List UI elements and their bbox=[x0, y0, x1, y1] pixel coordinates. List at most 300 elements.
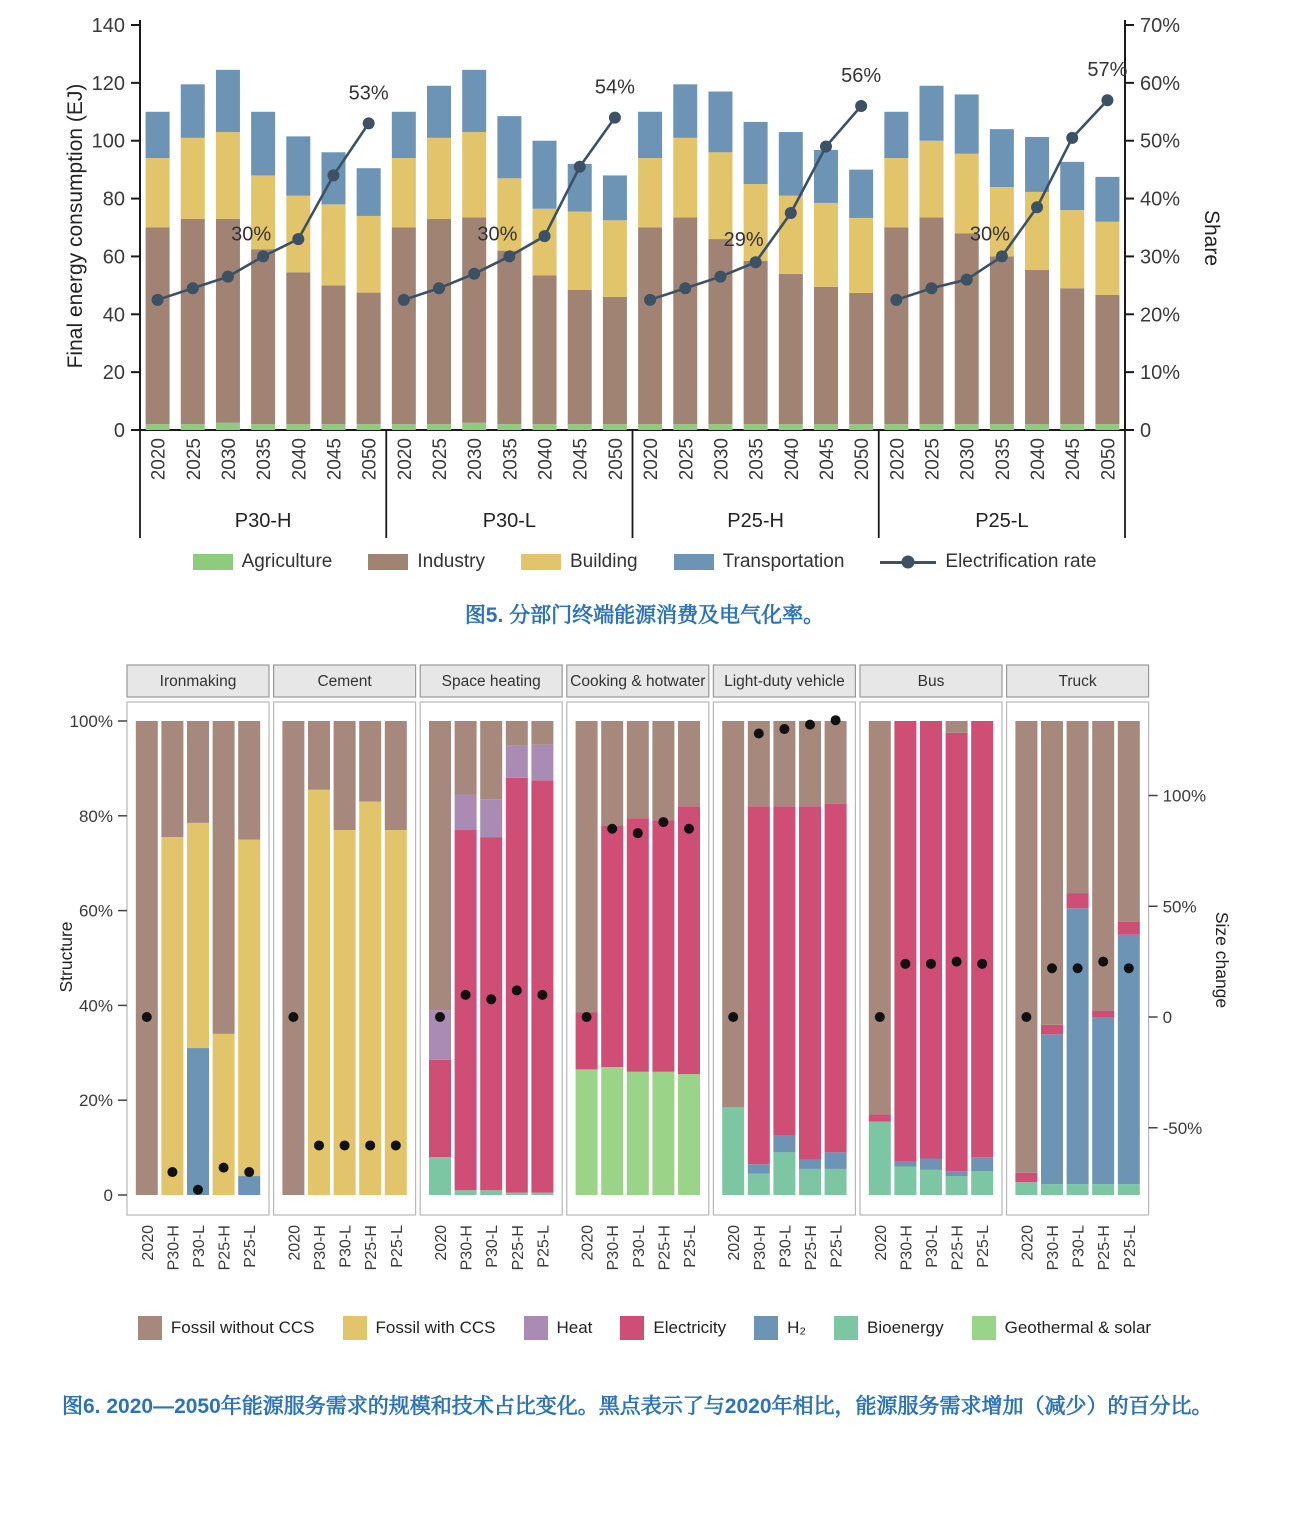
y-axis-title-right: Share bbox=[1200, 209, 1223, 267]
bar-segment-bioenergy bbox=[799, 1169, 821, 1195]
bar-segment-building bbox=[673, 138, 697, 218]
x-tick-label: 2020 bbox=[872, 1225, 890, 1261]
x-tick-label: P30-H bbox=[165, 1225, 183, 1271]
bar-segment-geothermal bbox=[576, 1069, 598, 1195]
electrification-rate-point bbox=[1066, 132, 1078, 144]
bar-segment-agriculture bbox=[357, 424, 381, 430]
x-tick-label: 2020 bbox=[579, 1225, 597, 1261]
bar-segment-industry bbox=[814, 287, 838, 424]
y-axis-title-right: Size change bbox=[1212, 911, 1232, 1009]
electrification-rate-point bbox=[152, 294, 164, 306]
figure6-caption: 图6. 2020—2050年能源服务需求的规模和技术占比变化。黑点表示了与2020年相比，能源服务需求增加（减少）的百分比。 bbox=[62, 1395, 1213, 1418]
legend-swatch-icon bbox=[368, 554, 408, 570]
bar-segment-heat bbox=[531, 745, 553, 781]
legend-item-fossil_no bbox=[138, 1316, 315, 1340]
electrification-rate-point bbox=[1031, 201, 1043, 213]
right-tick-label: 0 bbox=[1140, 420, 1152, 442]
bar-segment-fossil_ccs bbox=[161, 837, 183, 1195]
right-tick-label: 50% bbox=[1140, 130, 1181, 153]
bar-segment-fossil_ccs bbox=[359, 802, 381, 1195]
bar-segment-fossil_no bbox=[1092, 721, 1114, 1011]
bar-segment-fossil_no bbox=[722, 721, 744, 1107]
bar-segment-fossil_ccs bbox=[385, 830, 407, 1195]
rate-annotation: 29% bbox=[723, 229, 764, 252]
year-tick-label: 2040 bbox=[1028, 438, 1050, 481]
bar-segment-bioenergy bbox=[506, 1193, 528, 1195]
legend-line-marker-icon bbox=[880, 561, 936, 564]
bar-segment-transportation bbox=[497, 116, 521, 178]
legend-label: H₂ bbox=[787, 1318, 807, 1337]
right-tick-label: 10% bbox=[1140, 362, 1181, 385]
bar-segment-industry bbox=[181, 219, 205, 424]
legend-label: Building bbox=[569, 551, 638, 572]
electrification-rate-point bbox=[257, 250, 269, 262]
x-tick-label: P25-L bbox=[682, 1225, 699, 1268]
bar-segment-h2 bbox=[825, 1152, 847, 1169]
bar-segment-transportation bbox=[603, 175, 627, 220]
scenario-group-label: P30-L bbox=[482, 510, 537, 532]
size-change-dot bbox=[607, 824, 617, 834]
bar-segment-agriculture bbox=[462, 423, 486, 430]
bar-segment-transportation bbox=[955, 94, 979, 153]
bar-segment-agriculture bbox=[286, 424, 310, 430]
bar-segment-electricity bbox=[1118, 922, 1140, 935]
size-change-dot bbox=[1073, 963, 1083, 973]
energy-service-structure-chart bbox=[0, 657, 1289, 1309]
bar-segment-electricity bbox=[506, 778, 528, 1193]
year-tick-label: 2030 bbox=[218, 438, 240, 481]
bar-segment-electricity bbox=[748, 806, 770, 1164]
year-tick-label: 2040 bbox=[781, 438, 803, 481]
bar-segment-transportation bbox=[286, 136, 310, 195]
bar-segment-electricity bbox=[627, 818, 649, 1072]
electrification-rate-point bbox=[996, 250, 1008, 262]
bar-segment-bioenergy bbox=[773, 1152, 795, 1195]
bar-segment-electricity bbox=[971, 721, 993, 1157]
bar-segment-bioenergy bbox=[455, 1190, 477, 1195]
size-change-dot bbox=[1047, 963, 1057, 973]
year-tick-label: 2020 bbox=[887, 438, 909, 481]
bar-segment-industry bbox=[497, 251, 521, 425]
bar-segment-agriculture bbox=[392, 424, 416, 430]
year-tick-label: 2020 bbox=[394, 438, 416, 481]
bar-segment-geothermal bbox=[601, 1067, 623, 1195]
bar-segment-fossil_no bbox=[678, 721, 700, 806]
legend-swatch-icon bbox=[834, 1316, 858, 1340]
bar-segment-bioenergy bbox=[920, 1170, 942, 1195]
size-change-dot bbox=[952, 957, 962, 967]
bar-segment-agriculture bbox=[1060, 424, 1084, 430]
x-tick-label: P25-H bbox=[216, 1225, 234, 1271]
bar-segment-building bbox=[920, 141, 944, 218]
size-change-dot bbox=[340, 1140, 350, 1150]
bar-segment-transportation bbox=[708, 92, 732, 153]
bar-segment-fossil_ccs bbox=[334, 830, 356, 1195]
bar-segment-bioenergy bbox=[869, 1122, 891, 1195]
electrification-rate-point bbox=[398, 294, 410, 306]
left-tick-label: 100 bbox=[91, 130, 125, 153]
bar-segment-bioenergy bbox=[1041, 1184, 1063, 1195]
rate-annotation: 54% bbox=[594, 76, 635, 99]
bar-segment-agriculture bbox=[1095, 424, 1119, 430]
x-tick-label: P30-H bbox=[751, 1225, 769, 1271]
right-tick-label: 60% bbox=[1140, 72, 1181, 95]
electrification-rate-point bbox=[785, 207, 797, 219]
bar-segment-fossil_no bbox=[652, 721, 674, 821]
bar-segment-agriculture bbox=[673, 424, 697, 430]
bar-segment-transportation bbox=[990, 129, 1014, 187]
bar-segment-transportation bbox=[1025, 137, 1049, 192]
size-change-dot bbox=[244, 1167, 254, 1177]
size-change-dot bbox=[1124, 963, 1134, 973]
bar-segment-heat bbox=[480, 799, 502, 837]
x-tick-label: P30-L bbox=[484, 1225, 502, 1268]
bar-segment-h2 bbox=[799, 1159, 821, 1168]
scenario-group-label: P25-H bbox=[727, 510, 784, 532]
bar-segment-building bbox=[603, 220, 627, 297]
bar-segment-agriculture bbox=[427, 424, 451, 430]
bar-segment-fossil_no bbox=[136, 721, 158, 1195]
bar-segment-industry bbox=[779, 274, 803, 424]
bar-segment-industry bbox=[251, 249, 275, 424]
size-change-dot bbox=[537, 990, 547, 1000]
year-tick-label: 2030 bbox=[711, 438, 733, 481]
x-tick-label: P25-L bbox=[975, 1225, 993, 1268]
x-tick-label: P25-L bbox=[535, 1225, 553, 1268]
x-tick-label: P30-H bbox=[312, 1225, 329, 1271]
x-tick-label: 2020 bbox=[286, 1225, 304, 1261]
rate-annotation: 56% bbox=[841, 65, 882, 87]
bar-segment-agriculture bbox=[849, 424, 873, 430]
bar-segment-fossil_no bbox=[576, 721, 598, 1013]
legend-item-geothermal bbox=[972, 1316, 1151, 1340]
size-change-dot bbox=[805, 720, 815, 730]
bar-segment-agriculture bbox=[533, 424, 557, 430]
bar-segment-transportation bbox=[392, 112, 416, 158]
bar-segment-fossil_no bbox=[385, 721, 407, 830]
left-tick-label: 40 bbox=[102, 304, 125, 327]
legend-swatch-icon bbox=[754, 1316, 778, 1340]
x-tick-label: P25-H bbox=[949, 1225, 967, 1271]
figure5-caption: 图5. 分部门终端能源消费及电气化率。 bbox=[464, 604, 825, 627]
legend-label: Fossil with CCS bbox=[375, 1318, 496, 1337]
bar-segment-building bbox=[708, 152, 732, 239]
bar-segment-electricity bbox=[773, 806, 795, 1135]
bar-segment-electricity bbox=[869, 1114, 891, 1121]
electrification-rate-point bbox=[679, 282, 691, 294]
legend-item-bioenergy bbox=[834, 1316, 944, 1340]
panel-title: Space heating bbox=[441, 673, 541, 690]
x-tick-label: 2020 bbox=[139, 1225, 157, 1261]
figure6-legend bbox=[0, 1316, 1289, 1340]
electrification-rate-point bbox=[820, 141, 832, 153]
bar-segment-industry bbox=[357, 293, 381, 425]
bar-segment-building bbox=[321, 204, 345, 285]
legend-swatch-icon bbox=[521, 554, 561, 570]
electrification-rate-point bbox=[363, 117, 375, 129]
legend-label: Heat bbox=[556, 1318, 593, 1337]
bar-segment-transportation bbox=[533, 141, 557, 209]
legend-swatch-icon bbox=[674, 554, 714, 570]
bar-segment-industry bbox=[321, 285, 345, 424]
bar-segment-electricity bbox=[894, 721, 916, 1162]
bar-segment-industry bbox=[920, 217, 944, 424]
size-change-dot bbox=[391, 1140, 401, 1150]
bar-segment-building bbox=[427, 138, 451, 219]
right-tick-label: 50% bbox=[1162, 897, 1197, 917]
x-tick-label: P30-L bbox=[1070, 1225, 1088, 1268]
right-tick-label: 20% bbox=[1140, 304, 1181, 327]
size-change-dot bbox=[754, 728, 764, 738]
bar-segment-industry bbox=[427, 219, 451, 424]
size-change-dot bbox=[314, 1140, 324, 1150]
bar-segment-bioenergy bbox=[429, 1157, 451, 1195]
bar-segment-industry bbox=[286, 272, 310, 424]
bar-segment-bioenergy bbox=[480, 1190, 502, 1195]
year-tick-label: 2040 bbox=[535, 438, 557, 481]
left-tick-label: 140 bbox=[91, 15, 125, 37]
x-tick-label: P25-H bbox=[656, 1225, 674, 1271]
electrification-rate-point bbox=[468, 268, 480, 280]
bar-segment-fossil_no bbox=[946, 721, 968, 733]
legend-label: Industry bbox=[417, 551, 485, 572]
bar-segment-fossil_no bbox=[334, 721, 356, 830]
x-tick-label: P25-H bbox=[509, 1225, 527, 1271]
bar-segment-bioenergy bbox=[748, 1174, 770, 1195]
electrification-rate-point bbox=[539, 230, 551, 242]
rate-annotation: 30% bbox=[477, 223, 518, 246]
bar-segment-fossil_no bbox=[1015, 721, 1037, 1173]
bar-segment-bioenergy bbox=[1015, 1182, 1037, 1195]
left-tick-label: 0 bbox=[113, 420, 125, 442]
scenario-group-label: P30-H bbox=[234, 510, 292, 532]
x-tick-label: P30-H bbox=[458, 1225, 476, 1271]
x-tick-label: P30-L bbox=[630, 1225, 648, 1268]
year-tick-label: 2035 bbox=[746, 438, 768, 481]
electrification-rate-point bbox=[327, 169, 339, 181]
size-change-dot bbox=[831, 715, 841, 725]
bar-segment-bioenergy bbox=[1092, 1184, 1114, 1195]
left-tick-label: 80 bbox=[102, 188, 125, 211]
panel-title: Cooking & hotwater bbox=[570, 673, 706, 690]
rate-annotation: 53% bbox=[348, 82, 389, 105]
electrification-rate-point bbox=[926, 282, 938, 294]
electrification-rate-point bbox=[574, 161, 586, 173]
bar-segment-h2 bbox=[238, 1176, 260, 1195]
legend-label: Bioenergy bbox=[867, 1318, 944, 1337]
legend-label: Transportation bbox=[722, 551, 845, 572]
bar-segment-transportation bbox=[216, 70, 240, 132]
bar-segment-building bbox=[849, 218, 873, 293]
legend-item-electricity bbox=[620, 1316, 726, 1340]
bar-segment-h2 bbox=[920, 1159, 942, 1170]
bar-segment-agriculture bbox=[568, 424, 592, 430]
bar-segment-bioenergy bbox=[531, 1193, 553, 1195]
x-tick-label: P25-H bbox=[803, 1225, 820, 1271]
legend-label: Agriculture bbox=[241, 551, 333, 572]
legend-item-transportation bbox=[674, 551, 845, 573]
bar-segment-agriculture bbox=[884, 424, 908, 430]
bar-segment-fossil_no bbox=[531, 721, 553, 745]
bar-segment-transportation bbox=[744, 122, 768, 184]
bar-segment-fossil_ccs bbox=[187, 823, 209, 1048]
size-change-dot bbox=[435, 1012, 445, 1022]
legend-swatch-icon bbox=[343, 1316, 367, 1340]
bar-segment-industry bbox=[146, 228, 170, 425]
bar-segment-electricity bbox=[678, 806, 700, 1074]
legend-label: Fossil without CCS bbox=[170, 1318, 315, 1337]
size-change-dot bbox=[926, 959, 936, 969]
bar-segment-building bbox=[638, 158, 662, 227]
legend-label: Electrification rate bbox=[945, 551, 1097, 572]
size-change-dot bbox=[1098, 957, 1108, 967]
left-tick-label: 40% bbox=[78, 996, 113, 1016]
bar-segment-transportation bbox=[146, 112, 170, 158]
bar-segment-bioenergy bbox=[825, 1169, 847, 1195]
bar-segment-industry bbox=[216, 219, 240, 423]
bar-segment-agriculture bbox=[321, 424, 345, 430]
year-tick-label: 2020 bbox=[641, 438, 663, 481]
bar-segment-agriculture bbox=[181, 424, 205, 430]
bar-segment-fossil_no bbox=[1067, 721, 1089, 893]
bar-segment-industry bbox=[638, 228, 662, 425]
bar-segment-industry bbox=[990, 256, 1014, 424]
size-change-dot bbox=[633, 828, 643, 838]
bar-segment-building bbox=[392, 158, 416, 227]
bar-segment-fossil_no bbox=[213, 721, 235, 1034]
bar-segment-transportation bbox=[673, 84, 697, 138]
legend-label: Geothermal & solar bbox=[1004, 1318, 1152, 1337]
bar-segment-electricity bbox=[480, 837, 502, 1190]
legend-swatch-icon bbox=[972, 1316, 996, 1340]
legend-line-dot-icon bbox=[902, 556, 915, 569]
bar-segment-industry bbox=[744, 261, 768, 424]
year-tick-label: 2025 bbox=[430, 438, 452, 481]
bar-segment-agriculture bbox=[814, 424, 838, 430]
figure6-block bbox=[0, 657, 1289, 1431]
panel-title: Bus bbox=[917, 673, 945, 690]
year-tick-label: 2030 bbox=[465, 438, 487, 481]
left-tick-label: 20% bbox=[78, 1091, 113, 1111]
bar-segment-electricity bbox=[601, 825, 623, 1067]
electrification-rate-point bbox=[714, 271, 726, 283]
left-tick-label: 60% bbox=[78, 901, 113, 921]
year-tick-label: 2035 bbox=[992, 438, 1014, 481]
size-change-dot bbox=[582, 1012, 592, 1022]
electrification-rate-point bbox=[503, 250, 515, 262]
bar-segment-electricity bbox=[455, 830, 477, 1190]
bar-segment-electricity bbox=[825, 804, 847, 1152]
right-tick-label: -50% bbox=[1162, 1118, 1203, 1138]
bar-segment-bioenergy bbox=[946, 1176, 968, 1195]
bar-segment-fossil_no bbox=[238, 721, 260, 840]
year-tick-label: 2025 bbox=[183, 438, 205, 481]
electrification-rate-point bbox=[855, 100, 867, 112]
bar-segment-agriculture bbox=[638, 424, 662, 430]
bar-segment-transportation bbox=[1060, 162, 1084, 210]
y-axis-title-left: Structure bbox=[56, 921, 76, 993]
bar-segment-agriculture bbox=[251, 424, 275, 430]
bar-segment-h2 bbox=[1092, 1018, 1114, 1184]
bar-segment-fossil_no bbox=[161, 721, 183, 837]
size-change-dot bbox=[193, 1185, 203, 1195]
figure5-block bbox=[0, 0, 1289, 629]
legend-label: Electricity bbox=[653, 1318, 727, 1337]
year-tick-label: 2050 bbox=[359, 438, 381, 481]
rate-annotation: 30% bbox=[969, 223, 1010, 246]
bar-segment-industry bbox=[1025, 270, 1049, 424]
bar-segment-fossil_no bbox=[799, 721, 821, 806]
legend-item-fossil_ccs bbox=[343, 1316, 496, 1340]
bar-segment-transportation bbox=[884, 112, 908, 158]
x-tick-label: P30-L bbox=[777, 1225, 795, 1268]
electrification-rate-point bbox=[644, 294, 656, 306]
bar-segment-industry bbox=[603, 297, 627, 424]
year-tick-label: 2045 bbox=[816, 438, 838, 481]
right-tick-label: 0 bbox=[1162, 1008, 1173, 1027]
electrification-rate-point bbox=[187, 282, 199, 294]
bar-segment-bioenergy bbox=[971, 1171, 993, 1195]
legend-swatch-icon bbox=[138, 1316, 162, 1340]
rate-annotation: 57% bbox=[1087, 59, 1128, 82]
bar-segment-electricity bbox=[1041, 1025, 1063, 1034]
bar-segment-fossil_no bbox=[282, 721, 304, 1195]
bar-segment-fossil_no bbox=[187, 721, 209, 823]
bar-segment-industry bbox=[392, 228, 416, 425]
electrification-rate-point bbox=[222, 271, 234, 283]
size-change-dot bbox=[684, 824, 694, 834]
bar-segment-transportation bbox=[920, 86, 944, 141]
bar-segment-electricity bbox=[799, 806, 821, 1159]
year-tick-label: 2045 bbox=[324, 438, 346, 481]
bar-segment-heat bbox=[455, 794, 477, 830]
bar-segment-transportation bbox=[251, 112, 275, 176]
bar-segment-fossil_no bbox=[869, 721, 891, 1114]
electrification-rate-point bbox=[961, 274, 973, 286]
legend-item-agriculture bbox=[193, 551, 333, 573]
electrification-rate-point bbox=[1101, 94, 1113, 106]
bar-segment-electricity bbox=[1067, 893, 1089, 908]
legend-item-heat bbox=[524, 1316, 593, 1340]
bar-segment-bioenergy bbox=[894, 1167, 916, 1195]
bar-segment-fossil_no bbox=[627, 721, 649, 818]
bar-segment-electricity bbox=[1092, 1011, 1114, 1018]
final-energy-consumption-chart bbox=[0, 0, 1289, 542]
x-tick-label: P25-L bbox=[388, 1225, 406, 1268]
bar-segment-building bbox=[884, 158, 908, 227]
electrification-rate-point bbox=[609, 112, 621, 124]
legend-item-industry bbox=[368, 551, 485, 573]
bar-segment-agriculture bbox=[603, 424, 627, 430]
panel-title: Light-duty vehicle bbox=[724, 673, 845, 690]
x-tick-label: P30-L bbox=[924, 1225, 941, 1268]
bar-segment-h2 bbox=[894, 1162, 916, 1167]
size-change-dot bbox=[142, 1012, 152, 1022]
bar-segment-building bbox=[146, 158, 170, 227]
bar-segment-fossil_no bbox=[455, 721, 477, 794]
bar-segment-fossil_no bbox=[601, 721, 623, 825]
bar-segment-agriculture bbox=[955, 424, 979, 430]
year-tick-label: 2050 bbox=[1098, 438, 1120, 481]
legend-item-electrification-rate bbox=[880, 551, 1096, 573]
bar-segment-electricity bbox=[429, 1060, 451, 1157]
bar-segment-transportation bbox=[779, 132, 803, 196]
size-change-dot bbox=[977, 959, 987, 969]
bar-segment-bioenergy bbox=[1067, 1184, 1089, 1195]
bar-segment-electricity bbox=[652, 821, 674, 1072]
bar-segment-industry bbox=[708, 239, 732, 424]
size-change-dot bbox=[365, 1140, 375, 1150]
